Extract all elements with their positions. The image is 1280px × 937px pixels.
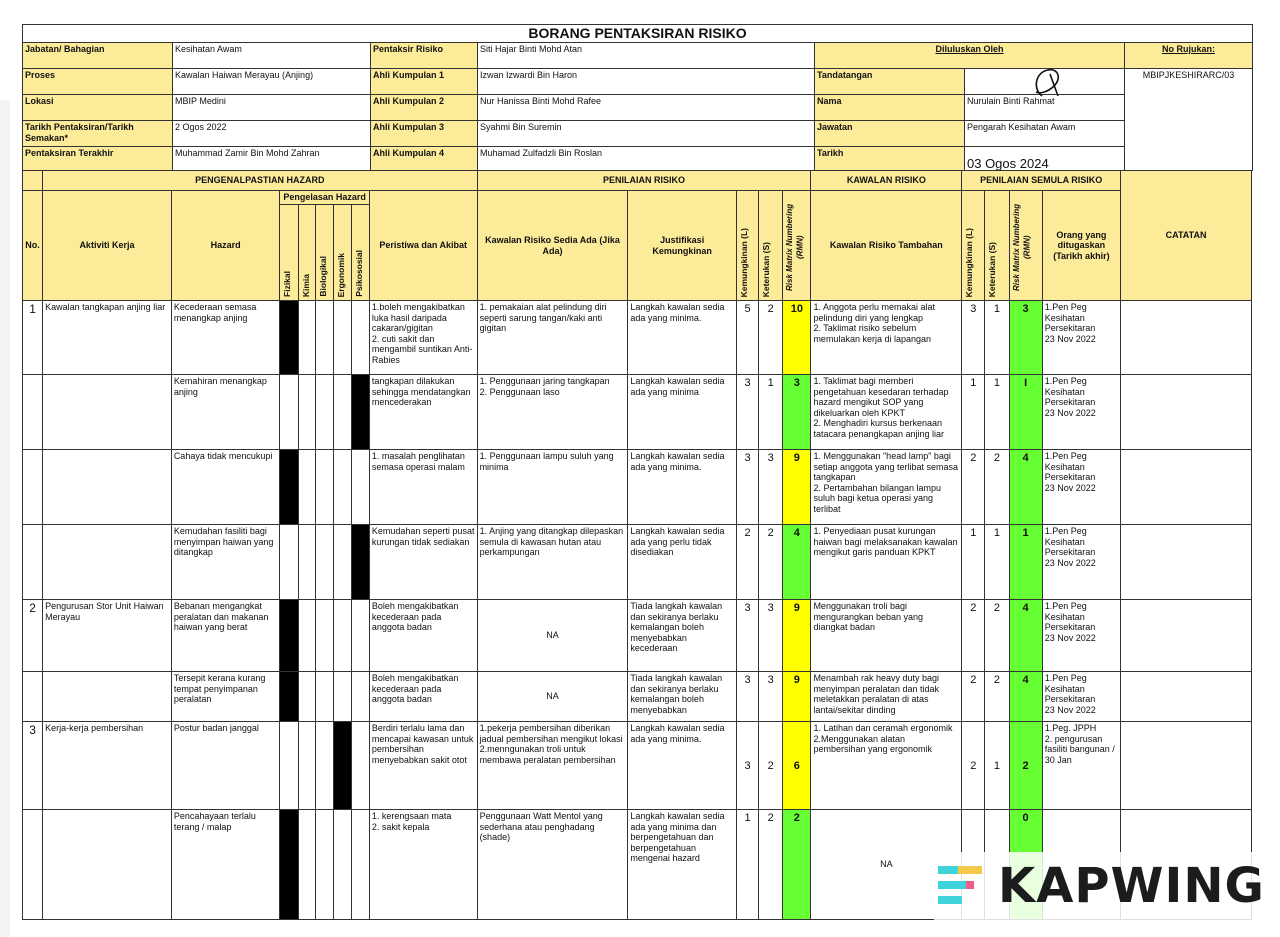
row-no: [23, 525, 43, 600]
class-psikososial-cell: [351, 450, 369, 525]
row-kawalan-sedia: 1. Anjing yang ditangkap dilepaskan semula di kawasan hutan atau perkampungan: [477, 525, 628, 600]
row-aktiviti: [43, 672, 172, 722]
row-peristiwa: 1. kerengsaan mata 2. sakit kepala: [369, 810, 477, 920]
class-kimia-cell: [298, 722, 315, 810]
row-likelihood: 3: [736, 600, 758, 672]
row-peristiwa: tangkapan dilakukan sehingga mendatangkan mencederakan: [369, 375, 477, 450]
row-likelihood2: 3: [962, 301, 985, 375]
form-title: BORANG PENTAKSIRAN RISIKO: [23, 25, 1253, 43]
row-likelihood: 3: [736, 375, 758, 450]
row-rmn: 6: [783, 722, 811, 810]
row-catatan: [1121, 450, 1252, 525]
hdr-rmn2: [1009, 191, 1042, 301]
hdr-biologikal: [315, 205, 333, 301]
tarikh2-label: Tarikh: [815, 147, 965, 171]
jabatan-label: Jabatan/ Bahagian: [23, 43, 173, 69]
row-no: 2: [23, 600, 43, 672]
tandatangan-label: Tandatangan: [815, 69, 965, 95]
row-rmn2: 3: [1009, 301, 1042, 375]
hdr-psikososial-text: Psikososial: [353, 250, 364, 297]
lokasi-value: MBIP Medini: [173, 95, 371, 121]
row-rmn2: I: [1009, 375, 1042, 450]
table-row: [23, 600, 1252, 672]
hdr-catatan: CATATAN: [1121, 171, 1252, 301]
row-kawalan-sedia: NA: [477, 600, 628, 672]
row-aktiviti: [43, 525, 172, 600]
row-rmn: 2: [783, 810, 811, 920]
class-biologikal-cell: [315, 810, 333, 920]
class-psikososial-cell: [351, 810, 369, 920]
signature-scribble: [1028, 66, 1068, 100]
row-orang: 1.Peg. JPPH 2. pengurusan fasiliti bangunan / 30 Jan: [1042, 722, 1120, 810]
diluluskan-label: Diluluskan Oleh: [815, 43, 1125, 69]
ahli2-label: Ahli Kumpulan 2: [371, 95, 478, 121]
row-kawalan-tambahan: Menggunakan troli bagi mengurangkan beban yang diangkat badan: [811, 600, 962, 672]
row-severity2: 1: [985, 375, 1009, 450]
row-rmn: 4: [783, 525, 811, 600]
hdr-psikososial: [351, 205, 369, 301]
row-likelihood: 3: [736, 722, 758, 810]
row-likelihood2: 2: [962, 722, 985, 810]
kapwing-logo-text: KAPWING: [998, 858, 1265, 914]
class-biologikal-cell: [315, 722, 333, 810]
row-kawalan-tambahan: 1. Menggunakan "head lamp" bagi setiap anggota yang terlibat semasa tangkapan 2. Pertambahan bilangan lampu suluh bagi ketua operasi yang terlibat: [811, 450, 962, 525]
row-no: [23, 450, 43, 525]
table-row: [23, 375, 1252, 450]
class-kimia-cell: [298, 375, 315, 450]
ahli2-value: Nur Hanissa Binti Mohd Rafee: [478, 95, 815, 121]
row-likelihood2: 2: [962, 450, 985, 525]
risk-table: [22, 170, 1252, 920]
row-severity2: 1: [985, 722, 1009, 810]
class-ergonomik-cell: [333, 672, 351, 722]
class-psikososial-cell: [351, 722, 369, 810]
row-hazard: Cahaya tidak mencukupi: [171, 450, 280, 525]
row-no: 3: [23, 722, 43, 810]
hdr-rmn2-text: Risk Matrix Numbering (RMN): [1011, 203, 1032, 291]
row-no: 1: [23, 301, 43, 375]
row-kawalan-tambahan: NA: [811, 810, 962, 920]
hdr-keterukan2: [985, 191, 1009, 301]
class-fizikal-cell: [280, 672, 298, 722]
hdr-hazard: Hazard: [171, 191, 280, 301]
class-ergonomik-cell: [333, 450, 351, 525]
row-likelihood: 2: [736, 525, 758, 600]
row-no: [23, 672, 43, 722]
hdr-kimia: [298, 205, 315, 301]
row-rmn: 10: [783, 301, 811, 375]
row-orang: 1.Pen Peg Kesihatan Persekitaran 23 Nov 2022: [1042, 672, 1120, 722]
row-kawalan-sedia: 1. Penggunaan jaring tangkapan 2. Penggunaan laso: [477, 375, 628, 450]
hdr-pengelasan: Pengelasan Hazard: [280, 191, 369, 205]
row-rmn2: 4: [1009, 600, 1042, 672]
class-kimia-cell: [298, 301, 315, 375]
row-severity: 3: [759, 600, 783, 672]
row-likelihood2: 1: [962, 525, 985, 600]
row-likelihood2: 2: [962, 600, 985, 672]
row-no: [23, 810, 43, 920]
row-kawalan-tambahan: 1. Penyediaan pusat kurungan haiwan bagi melaksanakan kawalan mengikut garis panduan KPKT: [811, 525, 962, 600]
ahli3-value: Syahmi Bin Suremin: [478, 121, 815, 147]
lokasi-label: Lokasi: [23, 95, 173, 121]
row-peristiwa: Berdiri terlalu lama dan mencapai kawasan untuk pembersihan menyebabkan sakit otot: [369, 722, 477, 810]
row-rmn2: 1: [1009, 525, 1042, 600]
jawatan-value: Pengarah Kesihatan Awam: [965, 121, 1125, 147]
hdr-fizikal: [280, 205, 298, 301]
class-psikososial-cell: [351, 375, 369, 450]
class-psikososial-cell: [351, 672, 369, 722]
kapwing-watermark: [934, 852, 1265, 920]
kapwing-logo-icon: [938, 866, 990, 906]
class-ergonomik-cell: [333, 375, 351, 450]
proses-label: Proses: [23, 69, 173, 95]
page-margin: [0, 100, 10, 937]
row-likelihood: 3: [736, 672, 758, 722]
hdr-no: No.: [23, 191, 43, 301]
class-biologikal-cell: [315, 301, 333, 375]
class-fizikal-cell: [280, 450, 298, 525]
row-catatan: [1121, 600, 1252, 672]
table-row: [23, 450, 1252, 525]
class-ergonomik-cell: [333, 525, 351, 600]
row-severity2: 2: [985, 672, 1009, 722]
hdr-kawalan-tambahan: Kawalan Risiko Tambahan: [811, 191, 962, 301]
hdr-aktiviti: Aktiviti Kerja: [43, 191, 172, 301]
class-psikososial-cell: [351, 600, 369, 672]
row-hazard: Tersepit kerana kurang tempat penyimpanan peralatan: [171, 672, 280, 722]
class-kimia-cell: [298, 450, 315, 525]
ahli1-value: Izwan Izwardi Bin Haron: [478, 69, 815, 95]
pentaksir-label: Pentaksir Risiko: [371, 43, 478, 69]
terakhir-value: Muhammad Zamir Bin Mohd Zahran: [173, 147, 371, 171]
class-ergonomik-cell: [333, 301, 351, 375]
row-catatan: [1121, 722, 1252, 810]
tarikh-value: 2 Ogos 2022: [173, 121, 371, 147]
hdr-kawalan-sedia: Kawalan Risiko Sedia Ada (Jika Ada): [477, 191, 628, 301]
row-likelihood: 5: [736, 301, 758, 375]
row-hazard: Kemahiran menangkap anjing: [171, 375, 280, 450]
row-severity2: 2: [985, 600, 1009, 672]
row-justifikasi: Langkah kawalan sedia ada yang minima.: [628, 450, 737, 525]
row-orang: 1.Pen Peg Kesihatan Persekitaran 23 Nov 2022: [1042, 450, 1120, 525]
hdr-kawalan: KAWALAN RISIKO: [811, 171, 962, 191]
row-rmn2: 4: [1009, 672, 1042, 722]
row-rmn: 9: [783, 600, 811, 672]
row-rmn2: 4: [1009, 450, 1042, 525]
hdr-orang: Orang yang ditugaskan (Tarikh akhir): [1042, 191, 1120, 301]
rujukan-value: MBIPJKESHIRARC/03: [1125, 69, 1253, 171]
row-kawalan-tambahan: Menambah rak heavy duty bagi menyimpan peralatan dan tidak meletakkan peralatan di atas lantai/sekitar dinding: [811, 672, 962, 722]
table-row: [23, 301, 1252, 375]
row-justifikasi: Tiada langkah kawalan dan sekiranya berlaku kemalangan boleh menyebabkan: [628, 672, 737, 722]
class-biologikal-cell: [315, 375, 333, 450]
row-kawalan-sedia: NA: [477, 672, 628, 722]
ahli1-label: Ahli Kumpulan 1: [371, 69, 478, 95]
class-kimia-cell: [298, 600, 315, 672]
class-ergonomik-cell: [333, 810, 351, 920]
row-severity: 1: [759, 375, 783, 450]
class-fizikal-cell: [280, 810, 298, 920]
row-justifikasi: Langkah kawalan sedia ada yang minima dan berpengetahuan dan berpengetahuan mengenai hazard: [628, 810, 737, 920]
tarikh-label: Tarikh Pentaksiran/Tarikh Semakan*: [23, 121, 173, 147]
hdr-semula: PENILAIAN SEMULA RISIKO: [962, 171, 1121, 191]
row-peristiwa: 1. masalah penglihatan semasa operasi malam: [369, 450, 477, 525]
table-row: [23, 672, 1252, 722]
row-rmn2: 2: [1009, 722, 1042, 810]
row-orang: 1.Pen Peg Kesihatan Persekitaran 23 Nov 2022: [1042, 301, 1120, 375]
row-catatan: [1121, 525, 1252, 600]
row-hazard: Kemudahan fasiliti bagi menyimpan haiwan yang ditangkap: [171, 525, 280, 600]
jabatan-value: Kesihatan Awam: [173, 43, 371, 69]
pentaksir-value: Siti Hajar Binti Mohd Atan: [478, 43, 815, 69]
ahli4-value: Muhamad Zulfadzli Bin Roslan: [478, 147, 815, 171]
row-peristiwa: Boleh mengakibatkan kecederaan pada anggota badan: [369, 672, 477, 722]
row-severity: 2: [759, 722, 783, 810]
terakhir-label: Pentaksiran Terakhir: [23, 147, 173, 171]
row-rmn2: 0: [1009, 810, 1042, 920]
hdr-rmn: [783, 191, 811, 301]
row-severity: 2: [759, 301, 783, 375]
ahli4-label: Ahli Kumpulan 4: [371, 147, 478, 171]
table-row: [23, 722, 1252, 810]
row-orang: 1.Pen Peg Kesihatan Persekitaran 23 Nov 2022: [1042, 600, 1120, 672]
hdr-kemungkinan: [736, 191, 758, 301]
row-severity: 2: [759, 525, 783, 600]
class-kimia-cell: [298, 672, 315, 722]
row-rmn: 9: [783, 672, 811, 722]
hdr-kimia-text: Kimia: [300, 273, 311, 297]
hdr-keterukan: [759, 191, 783, 301]
tarikh2-value: 03 Ogos 2024: [965, 147, 1125, 171]
row-aktiviti: [43, 375, 172, 450]
row-aktiviti: Kawalan tangkapan anjing liar: [43, 301, 172, 375]
row-kawalan-sedia: 1. pemakaian alat pelindung diri seperti sarung tangan/kaki anti gigitan: [477, 301, 628, 375]
jawatan-label: Jawatan: [815, 121, 965, 147]
hdr-rmn-text: Risk Matrix Numbering (RMN): [785, 203, 805, 291]
row-aktiviti: Pengurusan Stor Unit Haiwan Merayau: [43, 600, 172, 672]
row-severity2: 1: [985, 525, 1009, 600]
row-severity: 3: [759, 672, 783, 722]
row-kawalan-sedia: 1.pekerja pembersihan diberikan jadual pembersihan mengikut lokasi 2.menngunakan troli untuk membawa peralatan pembersihan: [477, 722, 628, 810]
hdr-spacer: [23, 171, 43, 191]
row-peristiwa: Kemudahan seperti pusat kurungan tidak sediakan: [369, 525, 477, 600]
risk-rows: [23, 301, 1252, 920]
rujukan-label: No Rujukan:: [1125, 43, 1253, 69]
row-orang: 1.Pen Peg Kesihatan Persekitaran 23 Nov 2022: [1042, 375, 1120, 450]
class-fizikal-cell: [280, 722, 298, 810]
row-severity: 2: [759, 810, 783, 920]
class-fizikal-cell: [280, 525, 298, 600]
row-orang: 1.Pen Peg Kesihatan Persekitaran 23 Nov 2022: [1042, 525, 1120, 600]
class-ergonomik-cell: [333, 722, 351, 810]
class-ergonomik-cell: [333, 600, 351, 672]
row-peristiwa: 1.boleh mengakibatkan luka hasil daripada cakaran/gigitan 2. cuti sakit dan mengambil suntikan Anti-Rabies: [369, 301, 477, 375]
hdr-justifikasi: Justifikasi Kemungkinan: [628, 191, 737, 301]
row-likelihood2: 2: [962, 672, 985, 722]
row-catatan: [1121, 672, 1252, 722]
class-biologikal-cell: [315, 525, 333, 600]
row-justifikasi: Langkah kawalan sedia ada yang minima: [628, 375, 737, 450]
row-aktiviti: [43, 810, 172, 920]
proses-value: Kawalan Haiwan Merayau (Anjing): [173, 69, 371, 95]
row-kawalan-sedia: 1. Penggunaan lampu suluh yang minima: [477, 450, 628, 525]
hdr-kemungkinan-text: Kemungkinan (L): [738, 227, 749, 297]
class-biologikal-cell: [315, 600, 333, 672]
hdr-kemungkinan2: [962, 191, 985, 301]
class-kimia-cell: [298, 810, 315, 920]
class-biologikal-cell: [315, 672, 333, 722]
row-likelihood: 3: [736, 450, 758, 525]
class-psikososial-cell: [351, 525, 369, 600]
risk-assessment-sheet: [22, 24, 1252, 937]
row-kawalan-tambahan: 1. Latihan dan ceramah ergonomik 2.Menggunakan alatan pembersihan yang ergonomik: [811, 722, 962, 810]
class-fizikal-cell: [280, 375, 298, 450]
row-catatan: [1121, 301, 1252, 375]
hdr-pengenalpastian: PENGENALPASTIAN HAZARD: [43, 171, 477, 191]
row-rmn: 9: [783, 450, 811, 525]
hdr-peristiwa: Peristiwa dan Akibat: [369, 191, 477, 301]
class-fizikal-cell: [280, 600, 298, 672]
row-no: [23, 375, 43, 450]
row-justifikasi: Tiada langkah kawalan dan sekiranya berlaku kemalangan boleh menyebabkan kecederaan: [628, 600, 737, 672]
row-kawalan-tambahan: 1. Taklimat bagi memberi pengetahuan kesedaran terhadap hazard mengikut SOP yang dikeluarkan oleh KPKT 2. Menghadiri kursus berkenaan tatacara penangkapan anjing liar: [811, 375, 962, 450]
ahli3-label: Ahli Kumpulan 3: [371, 121, 478, 147]
row-severity: 3: [759, 450, 783, 525]
row-justifikasi: Langkah kawalan sedia ada yang minima.: [628, 301, 737, 375]
hdr-ergonomik: [333, 205, 351, 301]
row-kawalan-tambahan: 1. Anggota perlu memakai alat pelindung diri yang lengkap 2. Taklimat risiko sebelum memulakan kerja di lapangan: [811, 301, 962, 375]
row-catatan: [1121, 375, 1252, 450]
nama-value: Nurulain Binti Rahmat: [965, 95, 1125, 121]
row-rmn: 3: [783, 375, 811, 450]
hdr-ergonomik-text: Ergonomik: [335, 252, 346, 297]
row-severity2: 1: [985, 301, 1009, 375]
row-kawalan-sedia: Penggunaan Watt Mentol yang sederhana atau penghadang (shade): [477, 810, 628, 920]
class-biologikal-cell: [315, 450, 333, 525]
row-hazard: Kecederaan semasa menangkap anjing: [171, 301, 280, 375]
row-aktiviti: [43, 450, 172, 525]
row-severity2: 2: [985, 450, 1009, 525]
hdr-keterukan2-text: Keterukan (S): [987, 241, 998, 297]
row-hazard: Postur badan janggal: [171, 722, 280, 810]
header-table: [22, 24, 1253, 171]
row-likelihood2: 1: [962, 375, 985, 450]
row-peristiwa: Boleh mengakibatkan kecederaan pada anggota badan: [369, 600, 477, 672]
row-aktiviti: Kerja-kerja pembersihan: [43, 722, 172, 810]
hdr-kemungkinan2-text: Kemungkinan (L): [964, 227, 975, 297]
row-likelihood: 1: [736, 810, 758, 920]
hdr-biologikal-text: Biologikal: [317, 256, 328, 297]
row-justifikasi: Langkah kawalan sedia ada yang perlu tidak disediakan: [628, 525, 737, 600]
table-row: [23, 525, 1252, 600]
hdr-fizikal-text: Fizikal: [282, 271, 293, 297]
class-psikososial-cell: [351, 301, 369, 375]
hdr-keterukan-text: Keterukan (S): [761, 241, 772, 297]
nama-label: Nama: [815, 95, 965, 121]
class-fizikal-cell: [280, 301, 298, 375]
row-hazard: Pencahayaan terlalu terang / malap: [171, 810, 280, 920]
class-kimia-cell: [298, 525, 315, 600]
row-justifikasi: Langkah kawalan sedia ada yang minima.: [628, 722, 737, 810]
row-hazard: Bebanan mengangkat peralatan dan makanan haiwan yang berat: [171, 600, 280, 672]
hdr-penilaian: PENILAIAN RISIKO: [477, 171, 811, 191]
